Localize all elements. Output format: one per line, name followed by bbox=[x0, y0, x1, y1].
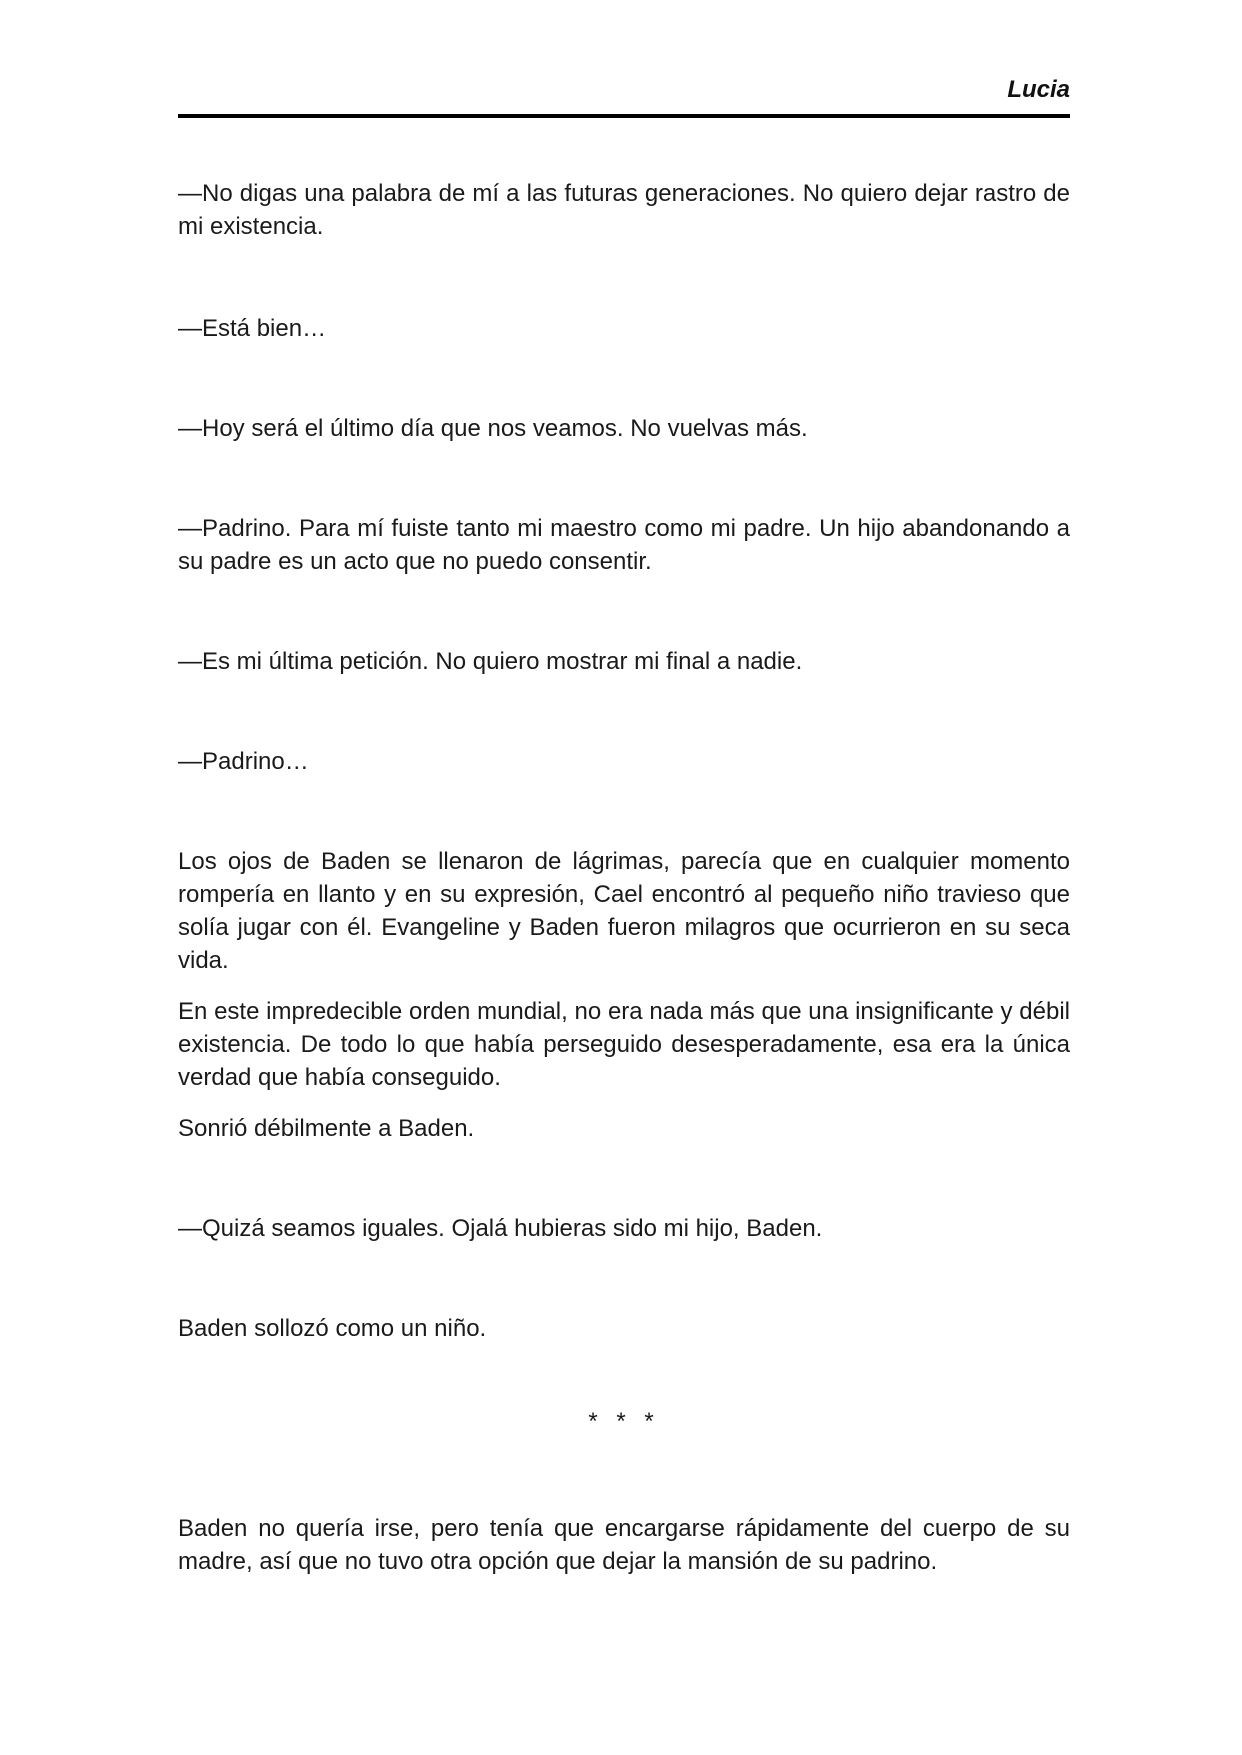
paragraph-narration-5: Baden no quería irse, pero tenía que encargarse rápidamente del cuerpo de su madre, así que no tuvo otra opción que dejar la mansión de su padrino. bbox=[178, 1515, 1070, 1575]
paragraph-dialogue-5: —Es mi última petición. No quiero mostrar mi final a nadie. bbox=[178, 648, 803, 675]
paragraph-narration-2: En este impredecible orden mundial, no era nada más que una insignificante y débil existencia. De todo lo que había perseguido desesperadamente, esa era la única verdad que había conseguido. bbox=[178, 998, 1070, 1091]
page-header bbox=[178, 70, 1070, 118]
paragraph-dialogue-3: —Hoy será el último día que nos veamos. No vuelvas más. bbox=[178, 415, 808, 442]
paragraph-dialogue-7: —Quizá seamos iguales. Ojalá hubieras sido mi hijo, Baden. bbox=[178, 1215, 823, 1242]
paragraph-narration-3: Sonrió débilmente a Baden. bbox=[178, 1115, 475, 1142]
running-title: Lucia bbox=[1007, 76, 1070, 103]
paragraph-narration-1: Los ojos de Baden se llenaron de lágrimas, parecía que en cualquier momento rompería en llanto y en su expresión, Cael encontró al pequeño niño travieso que solía jugar con él. Evangeline y Baden fueron milagros que ocurrieron en su seca vida. bbox=[178, 848, 1070, 974]
scene-break: * * * bbox=[588, 1408, 660, 1435]
paragraph-dialogue-2: —Está bien… bbox=[178, 315, 327, 342]
paragraph-dialogue-4: —Padrino. Para mí fuiste tanto mi maestro como mi padre. Un hijo abandonando a su padre es un acto que no puedo consentir. bbox=[178, 515, 1070, 575]
paragraph-dialogue-6: —Padrino… bbox=[178, 748, 309, 775]
paragraph-dialogue-1: —No digas una palabra de mí a las futuras generaciones. No quiero dejar rastro de mi existencia. bbox=[178, 180, 1070, 240]
paragraph-narration-4: Baden sollozó como un niño. bbox=[178, 1315, 487, 1342]
